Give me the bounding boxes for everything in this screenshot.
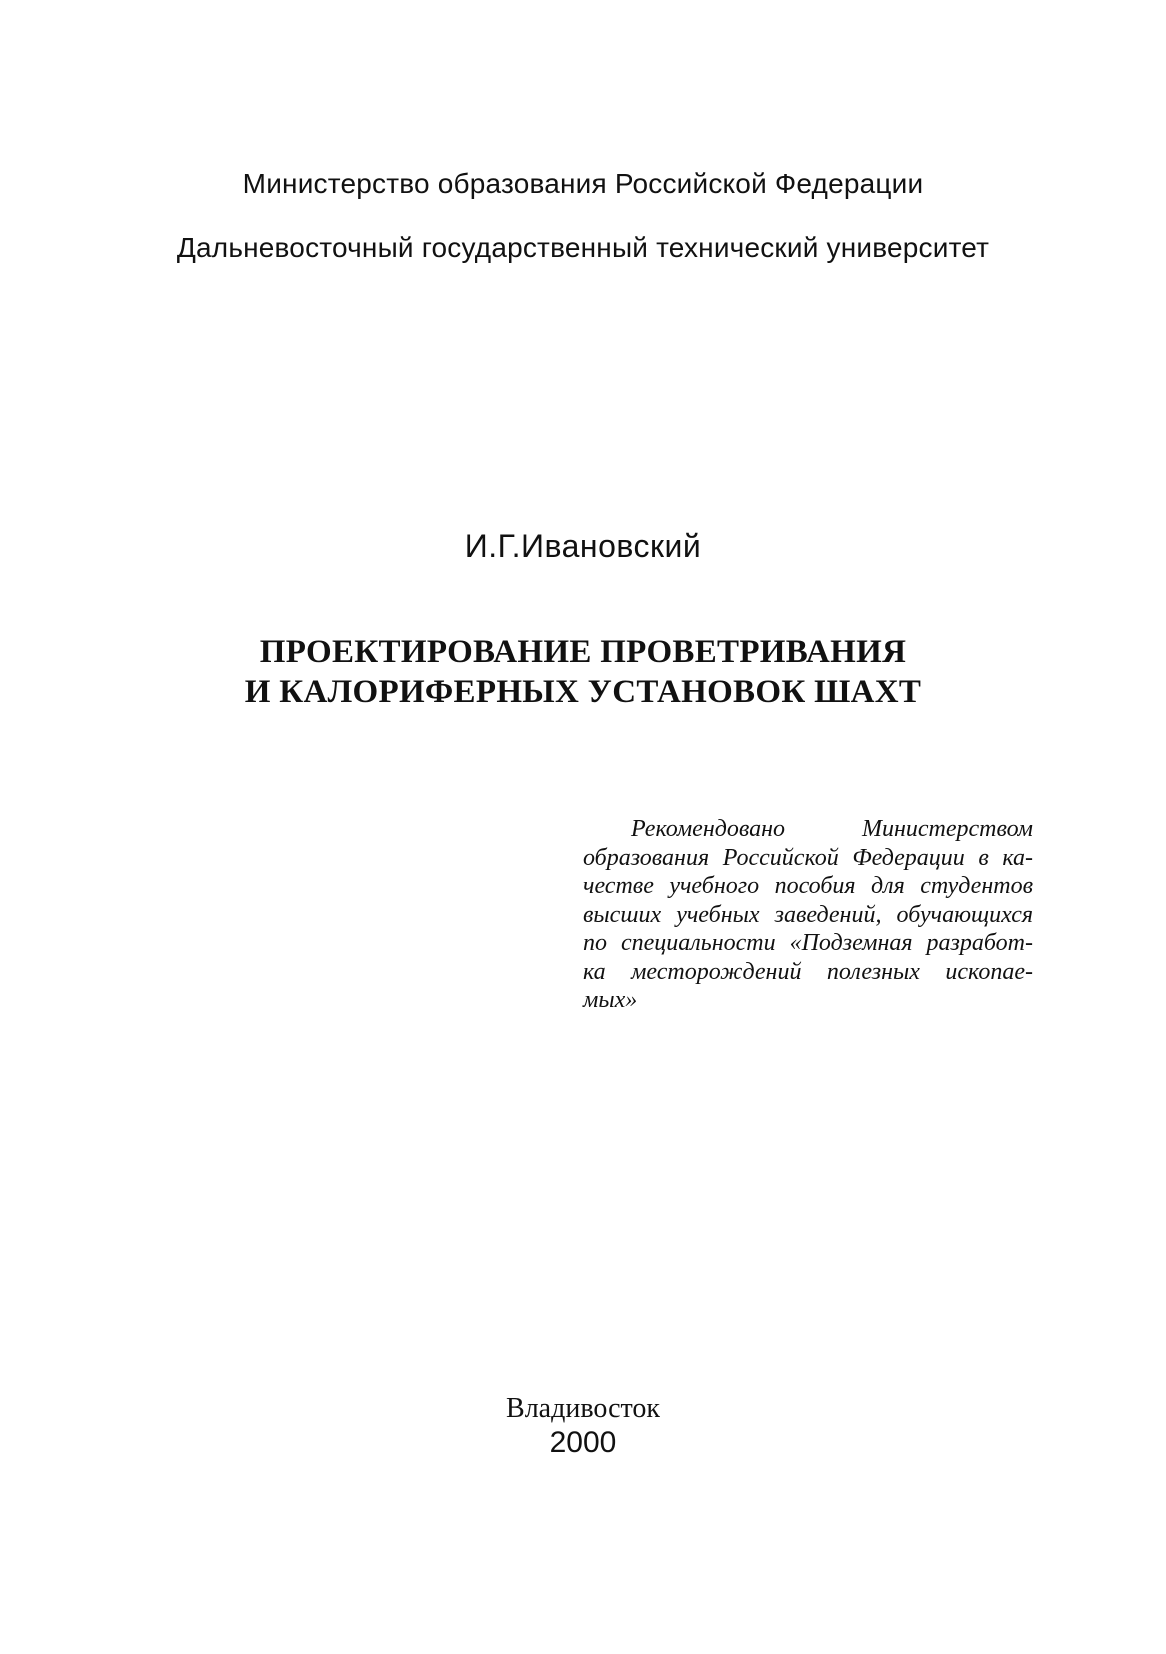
publication-year: 2000: [549, 1426, 617, 1459]
author-name: И.Г.Ивановский: [464, 528, 702, 564]
recommendation-line: мых»: [583, 987, 638, 1013]
book-title-line-2: И КАЛОРИФЕРНЫХ УСТАНОВОК ШАХТ: [244, 674, 922, 710]
recommendation-line: честве учебного пособия для студентов: [583, 873, 1033, 899]
recommendation-line: по специальности «Подземная разработ-: [583, 930, 1033, 956]
publication-city: Владивосток: [506, 1393, 660, 1424]
recommendation-line: высших учебных заведений, обучающихся: [583, 901, 1033, 928]
book-title: [0, 632, 1166, 712]
recommendation-line: образования Российской Федерации в ка-: [583, 844, 1033, 871]
recommendation-line: Рекомендовано Министерством: [631, 816, 1033, 842]
recommendation-note: [583, 815, 1033, 1015]
recommendation-line: ка месторождений полезных ископае-: [583, 958, 1033, 985]
ministry-name: Министерство образования Российской Федерации: [242, 168, 924, 199]
book-title-line-1: ПРОЕКТИРОВАНИЕ ПРОВЕТРИВАНИЯ: [259, 634, 907, 670]
university-name: Дальневосточный государственный технический университет: [176, 232, 990, 263]
